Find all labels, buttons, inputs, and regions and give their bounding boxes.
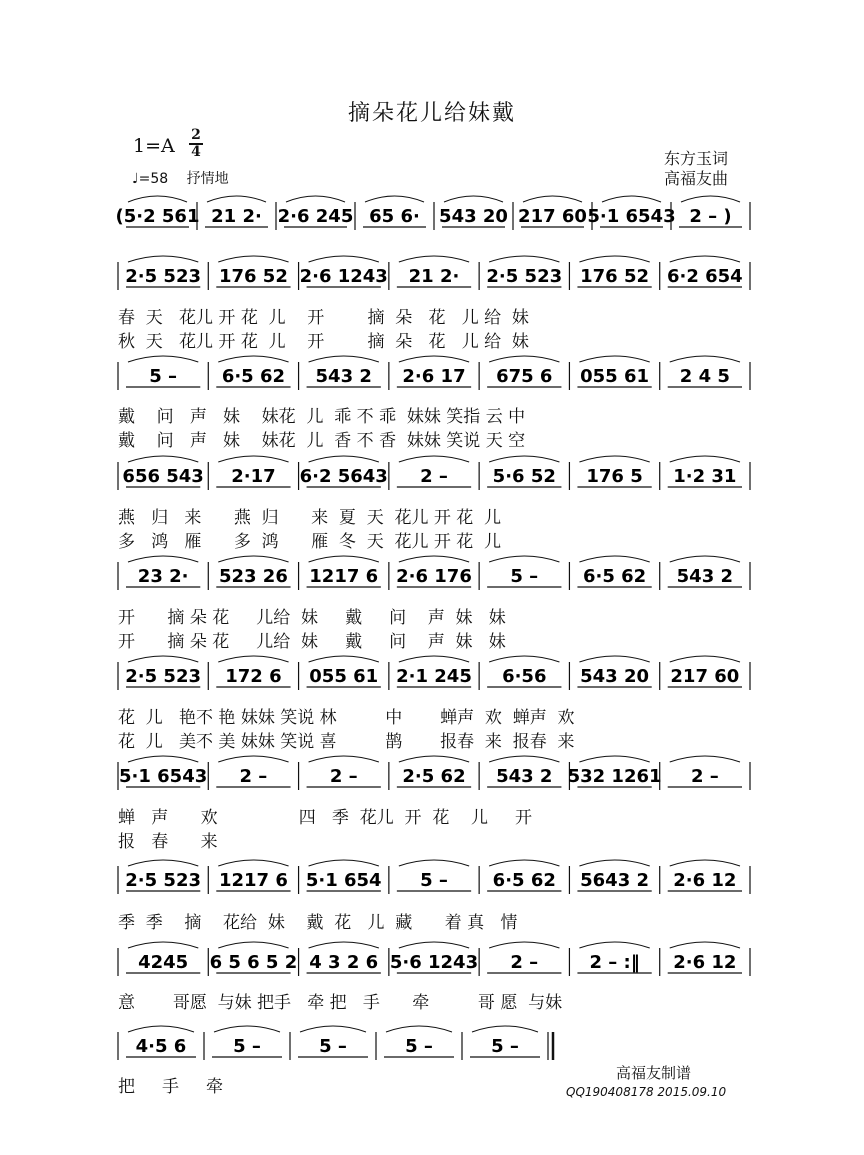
slur-arc bbox=[128, 196, 187, 202]
measure-notes: 5 – bbox=[420, 870, 448, 891]
slur-arc bbox=[128, 1026, 194, 1032]
lyric-line: 戴 问 声 妹 妹花 儿 乖 不 乖 妹妹 笑指 云 中 bbox=[118, 407, 526, 427]
lyric-line: 花 儿 美不 美 妹妹 笑说 喜 鹊 报春 来 报春 来 bbox=[118, 732, 575, 752]
measure-notes: 532 1261 bbox=[567, 766, 662, 787]
measure-notes: 5·1 6543 bbox=[587, 206, 676, 227]
lyric-line: 开 摘 朵 花 儿给 妹 戴 问 声 妹 妹 bbox=[118, 632, 506, 652]
lyric-line: 把 手 牵 bbox=[118, 1077, 224, 1097]
measure-notes: 2·6 245 bbox=[277, 206, 354, 227]
slur-arc bbox=[218, 656, 288, 662]
measure-notes: 2·6 17 bbox=[402, 366, 466, 387]
lyric-line: 季 季 摘 花给 妹 戴 花 儿 藏 着 真 情 bbox=[118, 913, 518, 933]
slur-arc bbox=[309, 356, 379, 362]
slur-arc bbox=[218, 756, 288, 762]
slur-arc bbox=[579, 860, 649, 866]
tempo-expression: 抒情地 bbox=[186, 171, 229, 187]
time-signature-top: 2 bbox=[191, 127, 201, 143]
slur-arc bbox=[218, 860, 288, 866]
measure-notes: 6·5 62 bbox=[221, 366, 286, 387]
measure-notes: 5 – bbox=[510, 566, 539, 587]
slur-arc bbox=[399, 556, 469, 562]
time-signature-bottom: 4 bbox=[191, 143, 201, 160]
measure-notes: 5·6 1243 bbox=[389, 952, 479, 973]
slur-arc bbox=[309, 456, 379, 462]
measure-notes: 675 6 bbox=[496, 366, 553, 387]
measure-notes: 2·6 12 bbox=[673, 952, 737, 973]
measure-notes: 2 – :‖ bbox=[589, 952, 640, 973]
slur-arc bbox=[399, 860, 469, 866]
measure-notes: 176 52 bbox=[580, 266, 650, 287]
lyric-line: 多 鸿 雁 多 鸿 雁 冬 天 花儿 开 花 儿 bbox=[118, 532, 502, 552]
slur-arc bbox=[309, 556, 379, 562]
measure-notes: 2·5 523 bbox=[125, 870, 202, 891]
measure-notes: 2 – bbox=[329, 766, 358, 787]
slur-arc bbox=[670, 656, 740, 662]
slur-arc bbox=[472, 1026, 538, 1032]
slur-arc bbox=[218, 556, 288, 562]
slur-arc bbox=[128, 656, 198, 662]
measure-notes: 176 5 bbox=[586, 466, 643, 487]
slur-arc bbox=[579, 456, 649, 462]
slur-arc bbox=[579, 942, 649, 948]
measure-notes: 2·5 62 bbox=[402, 766, 466, 787]
slur-arc bbox=[579, 356, 649, 362]
slur-arc bbox=[681, 196, 740, 202]
slur-arc bbox=[579, 756, 649, 762]
measure-notes: 21 2· bbox=[408, 266, 460, 287]
slur-arc bbox=[218, 942, 288, 948]
measure-notes: 4·5 6 bbox=[135, 1036, 187, 1057]
measure-notes: 2·6 12 bbox=[673, 870, 737, 891]
measure-notes: 6·5 62 bbox=[492, 870, 556, 891]
lyric-line: 花 儿 艳不 艳 妹妹 笑说 林 中 蝉声 欢 蝉声 欢 bbox=[118, 708, 575, 728]
measure-notes: 4245 bbox=[138, 952, 189, 973]
measure-notes: 5 – bbox=[233, 1036, 261, 1057]
measure-notes: 217 60 bbox=[670, 666, 740, 687]
slur-arc bbox=[670, 860, 740, 866]
slur-arc bbox=[489, 656, 559, 662]
slur-arc bbox=[128, 860, 198, 866]
slur-arc bbox=[218, 256, 288, 262]
measure-notes: 217 60 bbox=[518, 206, 587, 227]
measure-notes: 523 26 bbox=[218, 566, 288, 587]
measure-notes: 23 2· bbox=[137, 566, 189, 587]
slur-arc bbox=[128, 756, 198, 762]
measure-notes: 2 – bbox=[239, 766, 268, 787]
slur-arc bbox=[286, 196, 345, 202]
slur-arc bbox=[523, 196, 582, 202]
measure-notes: 055 61 bbox=[309, 666, 379, 687]
slur-arc bbox=[579, 656, 649, 662]
measure-notes: 1·2 31 bbox=[673, 466, 737, 487]
measure-notes: 2 – bbox=[510, 952, 539, 973]
slur-arc bbox=[300, 1026, 366, 1032]
lyric-line: 春 天 花儿 开 花 儿 开 摘 朵 花 儿 给 妹 bbox=[118, 308, 529, 328]
slur-arc bbox=[670, 456, 740, 462]
slur-arc bbox=[399, 656, 469, 662]
measure-notes: 543 2 bbox=[496, 766, 553, 787]
measure-notes: 6·56 bbox=[502, 666, 547, 687]
measure-notes: 543 20 bbox=[580, 666, 650, 687]
slur-arc bbox=[309, 756, 379, 762]
slur-arc bbox=[489, 256, 559, 262]
slur-arc bbox=[579, 256, 649, 262]
slur-arc bbox=[670, 356, 740, 362]
slur-arc bbox=[207, 196, 266, 202]
measure-notes: 2 – bbox=[690, 766, 719, 787]
measure-notes: 6 5 6 5 2 bbox=[209, 952, 298, 973]
measure-notes: 6·5 62 bbox=[582, 566, 647, 587]
slur-arc bbox=[670, 942, 740, 948]
slur-arc bbox=[489, 556, 559, 562]
slur-arc bbox=[399, 456, 469, 462]
measure-notes: 5643 2 bbox=[580, 870, 650, 891]
measure-notes: 4 3 2 6 bbox=[309, 952, 379, 973]
slur-arc bbox=[489, 456, 559, 462]
slur-arc bbox=[309, 942, 379, 948]
measure-notes: 543 20 bbox=[439, 206, 508, 227]
slur-arc bbox=[214, 1026, 280, 1032]
composer-credit: 高福友曲 bbox=[664, 169, 729, 188]
measure-notes: 2 – ) bbox=[689, 206, 732, 227]
key-signature: 1=A bbox=[133, 135, 175, 157]
measure-notes: 543 2 bbox=[315, 366, 372, 387]
slur-arc bbox=[218, 456, 288, 462]
slur-arc bbox=[399, 942, 469, 948]
measure-notes: 2 4 5 bbox=[679, 366, 730, 387]
measure-notes: 176 52 bbox=[218, 266, 288, 287]
measure-notes: 656 543 bbox=[122, 466, 204, 487]
measure-notes: 21 2· bbox=[211, 206, 262, 227]
song-title: 摘朵花儿给妹戴 bbox=[347, 101, 516, 126]
measure-notes: 2·17 bbox=[231, 466, 276, 487]
measure-notes: 5 – bbox=[491, 1036, 519, 1057]
measure-notes: 6·2 654 bbox=[666, 266, 743, 287]
slur-arc bbox=[386, 1026, 452, 1032]
measure-notes: 5 – bbox=[405, 1036, 433, 1057]
slur-arc bbox=[602, 196, 661, 202]
measure-notes: 2 – bbox=[420, 466, 448, 487]
slur-arc bbox=[128, 356, 198, 362]
slur-arc bbox=[670, 556, 740, 562]
slur-arc bbox=[309, 656, 379, 662]
measure-notes: 2·5 523 bbox=[125, 666, 202, 687]
measure-notes: 2·1 245 bbox=[396, 666, 472, 687]
lyricist-credit: 东方玉词 bbox=[664, 149, 729, 168]
measure-notes: 5 – bbox=[149, 366, 178, 387]
slur-arc bbox=[128, 556, 198, 562]
slur-arc bbox=[489, 860, 559, 866]
measure-notes: (5·2 561 bbox=[115, 206, 200, 227]
measure-notes: 5 – bbox=[319, 1036, 347, 1057]
measure-notes: 055 61 bbox=[580, 366, 650, 387]
lyric-line: 燕 归 来 燕 归 来 夏 天 花儿 开 花 儿 bbox=[118, 508, 502, 528]
slur-arc bbox=[444, 196, 503, 202]
measure-notes: 172 6 bbox=[225, 666, 282, 687]
measure-notes: 5·1 654 bbox=[305, 870, 382, 891]
measure-notes: 65 6· bbox=[369, 206, 420, 227]
lyric-line: 蝉 声 欢 四 季 花儿 开 花 儿 开 bbox=[118, 808, 532, 828]
measure-notes: 2·5 523 bbox=[125, 266, 202, 287]
slur-arc bbox=[399, 256, 469, 262]
slur-arc bbox=[128, 456, 198, 462]
slur-arc bbox=[309, 860, 379, 866]
contact-info: QQ190408178 2015.09.10 bbox=[566, 1085, 727, 1099]
lyric-line: 意 哥愿 与妹 把手 牵 把 手 牵 哥 愿 与妹 bbox=[118, 993, 563, 1013]
measure-notes: 5·1 6543 bbox=[119, 766, 208, 787]
slur-arc bbox=[670, 756, 740, 762]
slur-arc bbox=[128, 942, 198, 948]
slur-arc bbox=[365, 196, 424, 202]
measure-notes: 1217 6 bbox=[218, 870, 288, 891]
slur-arc bbox=[579, 556, 649, 562]
lyric-line: 开 摘 朵 花 儿给 妹 戴 问 声 妹 妹 bbox=[118, 608, 506, 628]
slur-arc bbox=[128, 256, 198, 262]
slur-arc bbox=[309, 256, 379, 262]
measure-notes: 2·5 523 bbox=[486, 266, 563, 287]
lyric-line: 报 春 来 bbox=[118, 832, 218, 852]
tempo-bpm: ♩=58 bbox=[132, 171, 169, 187]
slur-arc bbox=[670, 256, 740, 262]
slur-arc bbox=[218, 356, 288, 362]
arranger-credit: 高福友制谱 bbox=[616, 1064, 692, 1082]
slur-arc bbox=[489, 356, 559, 362]
lyric-line: 戴 问 声 妹 妹花 儿 香 不 香 妹妹 笑说 天 空 bbox=[118, 431, 526, 451]
measure-notes: 1217 6 bbox=[309, 566, 379, 587]
slur-arc bbox=[489, 756, 559, 762]
measure-notes: 543 2 bbox=[676, 566, 734, 587]
measure-notes: 2·6 1243 bbox=[299, 266, 388, 287]
measure-notes: 5·6 52 bbox=[492, 466, 556, 487]
measure-notes: 2·6 176 bbox=[396, 566, 472, 587]
slur-arc bbox=[489, 942, 559, 948]
slur-arc bbox=[399, 356, 469, 362]
lyric-line: 秋 天 花儿 开 花 儿 开 摘 朵 花 儿 给 妹 bbox=[118, 332, 529, 352]
measure-notes: 6·2 5643 bbox=[299, 466, 388, 487]
slur-arc bbox=[399, 756, 469, 762]
